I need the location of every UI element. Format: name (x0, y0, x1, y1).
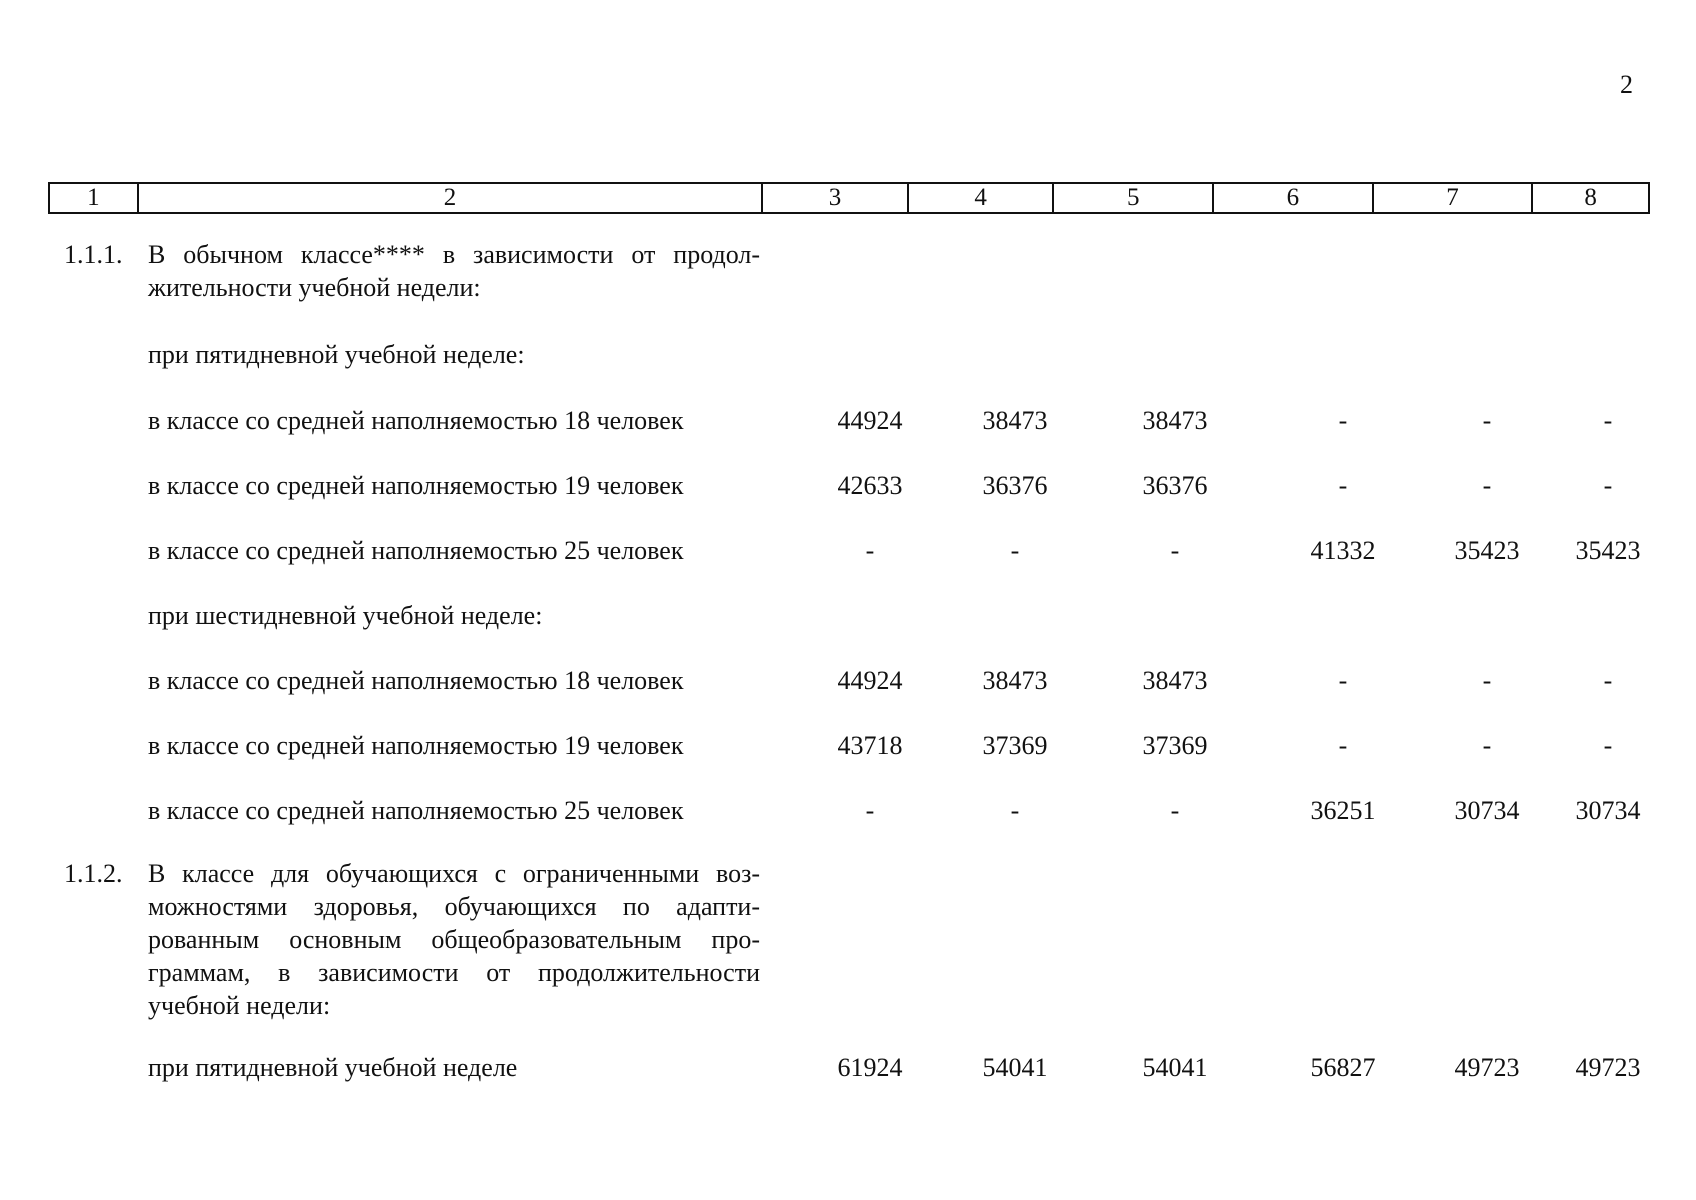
table-row-label: при пятидневной учебной неделе (148, 1053, 518, 1082)
table-cell: 41332 (1310, 536, 1376, 565)
table-cell: 42633 (837, 471, 903, 500)
table-cell: 44924 (837, 666, 903, 695)
table-cell: - (865, 796, 875, 825)
table-cell: - (1170, 796, 1180, 825)
table-cell: 36251 (1310, 796, 1376, 825)
table-cell: 35423 (1575, 536, 1641, 565)
column-header-8: 8 (1584, 184, 1597, 211)
table-cell: 35423 (1454, 536, 1520, 565)
table-row-label: в классе со средней наполняемостью 18 человек (148, 666, 684, 695)
table-row-label: в классе со средней наполняемостью 19 человек (148, 731, 684, 760)
table-cell: 38473 (982, 666, 1048, 695)
table-cell: 54041 (982, 1053, 1048, 1082)
table-cell: - (1482, 731, 1492, 760)
table-cell: 49723 (1575, 1053, 1641, 1082)
table-row-label: в классе со средней наполняемостью 18 человек (148, 406, 684, 435)
table-cell: 38473 (982, 406, 1048, 435)
column-header-1: 1 (50, 184, 139, 212)
table-cell: 36376 (982, 471, 1048, 500)
section-heading: В обычном классе**** в зависимости от продол-жительности учебной недели: (148, 240, 760, 302)
table-cell: 61924 (837, 1053, 903, 1082)
table-cell: - (1603, 666, 1613, 695)
table-cell: - (1482, 471, 1492, 500)
table-cell: - (865, 536, 875, 565)
section-heading: В классе для обучающихся с ограниченными воз-можностями здоровья, обучающихся по адапти-рованным основным общеобразовательным про-граммам, в зависимости от продолжительности учебной недели: (148, 859, 760, 1020)
table-cell: 38473 (1142, 666, 1208, 695)
table-row-label: в классе со средней наполняемостью 25 человек (148, 536, 684, 565)
column-header-row (48, 182, 1650, 214)
table-cell: - (1170, 536, 1180, 565)
table-cell: 30734 (1575, 796, 1641, 825)
table-cell: 54041 (1142, 1053, 1208, 1082)
table-cell: 43718 (837, 731, 903, 760)
table-cell: - (1603, 406, 1613, 435)
column-header-5: 5 (1054, 184, 1214, 212)
table-cell: - (1482, 666, 1492, 695)
table-cell: - (1482, 406, 1492, 435)
subheading-six-day: при шестидневной учебной неделе: (148, 601, 543, 630)
column-header-2: 2 (139, 184, 763, 212)
table-cell: - (1338, 406, 1348, 435)
table-cell: 37369 (982, 731, 1048, 760)
table-cell: 30734 (1454, 796, 1520, 825)
column-header-3: 3 (763, 184, 909, 212)
column-header-6: 6 (1214, 184, 1374, 212)
table-cell: 37369 (1142, 731, 1208, 760)
column-header-7: 7 (1374, 184, 1534, 212)
table-cell: 44924 (837, 406, 903, 435)
table-row-label: в классе со средней наполняемостью 19 человек (148, 471, 684, 500)
section-number: 1.1.2. (64, 859, 123, 888)
table-cell: - (1338, 731, 1348, 760)
table-cell: - (1603, 471, 1613, 500)
table-cell: - (1010, 796, 1020, 825)
column-header-4: 4 (909, 184, 1055, 212)
page-number: 2 (1620, 70, 1633, 99)
table-cell: - (1010, 536, 1020, 565)
table-cell: 38473 (1142, 406, 1208, 435)
section-number: 1.1.1. (64, 240, 123, 269)
table-cell: 49723 (1454, 1053, 1520, 1082)
table-cell: 36376 (1142, 471, 1208, 500)
table-cell: - (1338, 471, 1348, 500)
table-cell: - (1338, 666, 1348, 695)
table-cell: - (1603, 731, 1613, 760)
subheading-five-day: при пятидневной учебной неделе: (148, 340, 525, 369)
table-row-label: в классе со средней наполняемостью 25 человек (148, 796, 684, 825)
table-cell: 56827 (1310, 1053, 1376, 1082)
